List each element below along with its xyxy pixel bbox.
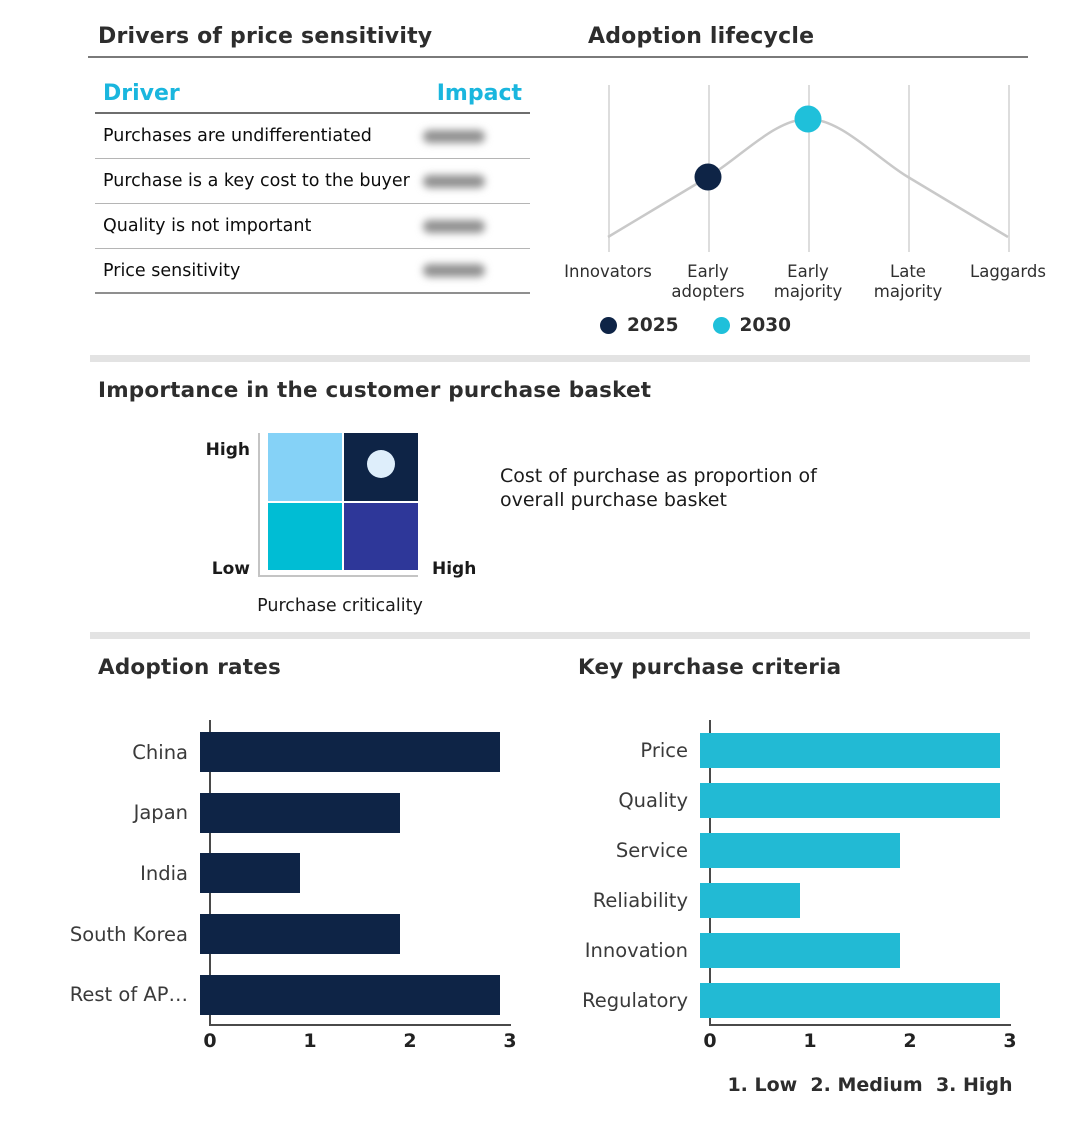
bar-china: [200, 732, 500, 772]
bar-track: [200, 793, 500, 833]
criteria-scale-footnote: 1. Low 2. Medium 3. High: [727, 1074, 1013, 1096]
bar-category-label: Price: [640, 738, 688, 762]
criteria-title: Key purchase criteria: [578, 655, 842, 680]
criteria-chart: [560, 725, 1010, 1025]
matrix-quadrant-high-low: [344, 503, 418, 571]
bar-track: [700, 933, 1000, 968]
impact-value-redacted: [423, 130, 485, 143]
adoption-x-ticks: [203, 1030, 517, 1054]
driver-cell: Quality is not important: [103, 216, 312, 236]
impact-value-redacted: [423, 175, 485, 188]
matrix-quadrant-low-low: [268, 503, 342, 571]
matrix-y-axis: [258, 433, 260, 577]
bar-india: [200, 853, 300, 893]
legend-label: 2030: [739, 315, 791, 336]
section-divider: [90, 632, 1030, 639]
bar-track: [700, 883, 1000, 918]
driver-cell: Purchases are undifferentiated: [103, 126, 372, 146]
bar-reliability: [700, 883, 800, 918]
legend-item-2030: [713, 315, 792, 336]
bar-track: [200, 914, 500, 954]
table-row: [95, 159, 530, 204]
bar-row: [60, 904, 510, 965]
bar-price: [700, 733, 1000, 768]
adoption-lifecycle-chart: [590, 85, 1026, 253]
criteria-x-ticks: [703, 1030, 1017, 1054]
bar-row: [560, 975, 1010, 1025]
bar-row: [560, 875, 1010, 925]
bar-regulatory: [700, 983, 1000, 1018]
matrix-x-title: Purchase criticality: [257, 596, 423, 616]
bar-category-label: Rest of AP…: [69, 983, 188, 1007]
bar-category-label: Innovation: [584, 938, 688, 962]
lifecycle-point-2030: [795, 106, 822, 133]
bar-innovation: [700, 933, 900, 968]
bar-track: [700, 983, 1000, 1018]
bar-row: [560, 825, 1010, 875]
lifecycle-axis-labels: [564, 262, 1046, 306]
bar-track: [700, 783, 1000, 818]
matrix-x-axis: [258, 575, 418, 577]
bar-quality: [700, 783, 1000, 818]
impact-value-redacted: [423, 264, 485, 277]
bar-category-label: South Korea: [69, 922, 188, 946]
bar-row: [60, 722, 510, 783]
lifecycle-legend: [600, 315, 791, 336]
bar-row: [60, 843, 510, 904]
lifecycle-category-label: Laggards: [970, 262, 1046, 281]
x-tick-label: 2: [903, 1030, 917, 1052]
bar-track: [200, 853, 500, 893]
table-row: [95, 249, 530, 294]
drivers-table: [95, 70, 530, 294]
bar-category-label: China: [132, 740, 188, 764]
legend-label: 2025: [627, 315, 679, 336]
matrix-caption: Cost of purchase as proportion of overall purchase basket: [500, 465, 817, 511]
bar-row: [560, 725, 1010, 775]
bar-track: [700, 733, 1000, 768]
adoption-rates-chart: [60, 722, 510, 1025]
adoption-rates-title: Adoption rates: [98, 655, 281, 680]
purchase-matrix: [268, 433, 418, 570]
section-divider: [90, 355, 1030, 362]
driver-cell: Purchase is a key cost to the buyer: [103, 171, 410, 191]
lifecycle-curve: [590, 85, 1026, 253]
bar-category-label: Service: [615, 838, 688, 862]
bar-service: [700, 833, 900, 868]
legend-item-2025: [600, 315, 679, 336]
title-underline: [88, 56, 1028, 58]
table-row: [95, 114, 530, 159]
criteria-x-axis: [709, 1024, 1011, 1026]
bar-row: [560, 925, 1010, 975]
x-tick-label: 3: [1003, 1030, 1017, 1052]
bar-category-label: India: [140, 861, 188, 885]
drivers-table-header: [95, 70, 530, 114]
matrix-x-high-label: High: [432, 559, 477, 579]
matrix-y-low-label: Low: [211, 559, 250, 579]
driver-cell: Price sensitivity: [103, 260, 241, 281]
legend-dot-2030: [713, 317, 730, 334]
lifecycle-category-label: Early adopters: [671, 262, 745, 301]
bar-track: [200, 732, 500, 772]
x-tick-label: 1: [303, 1030, 317, 1052]
lifecycle-category-label: Innovators: [564, 262, 652, 281]
matrix-quadrant-low-high: [268, 433, 342, 501]
bar-track: [200, 975, 500, 1015]
lifecycle-category-label: Late majority: [873, 262, 943, 301]
lifecycle-section-title: Adoption lifecycle: [588, 24, 815, 49]
driver-column-header: Driver: [103, 81, 180, 106]
x-tick-label: 2: [403, 1030, 417, 1052]
bar-track: [700, 833, 1000, 868]
adoption-x-axis: [209, 1024, 511, 1026]
bar-south-korea: [200, 914, 400, 954]
legend-dot-2025: [600, 317, 617, 334]
table-row: [95, 204, 530, 249]
bar-category-label: Regulatory: [582, 988, 688, 1012]
bar-rest-of-ap-: [200, 975, 500, 1015]
x-tick-label: 0: [203, 1030, 217, 1052]
lifecycle-category-label: Early majority: [773, 262, 843, 301]
matrix-position-marker: [367, 450, 395, 478]
bar-row: [60, 964, 510, 1025]
impact-column-header: Impact: [436, 81, 522, 106]
bar-row: [60, 783, 510, 844]
x-tick-label: 0: [703, 1030, 717, 1052]
matrix-y-high-label: High: [205, 440, 250, 460]
impact-value-redacted: [423, 220, 485, 233]
bar-row: [560, 775, 1010, 825]
bar-category-label: Quality: [618, 788, 688, 812]
bar-japan: [200, 793, 400, 833]
drivers-section-title: Drivers of price sensitivity: [98, 24, 433, 49]
bar-category-label: Reliability: [592, 888, 688, 912]
bar-category-label: Japan: [133, 801, 188, 825]
x-tick-label: 3: [503, 1030, 517, 1052]
x-tick-label: 1: [803, 1030, 817, 1052]
lifecycle-point-2025: [695, 164, 722, 191]
basket-section-title: Importance in the customer purchase basket: [98, 378, 652, 403]
